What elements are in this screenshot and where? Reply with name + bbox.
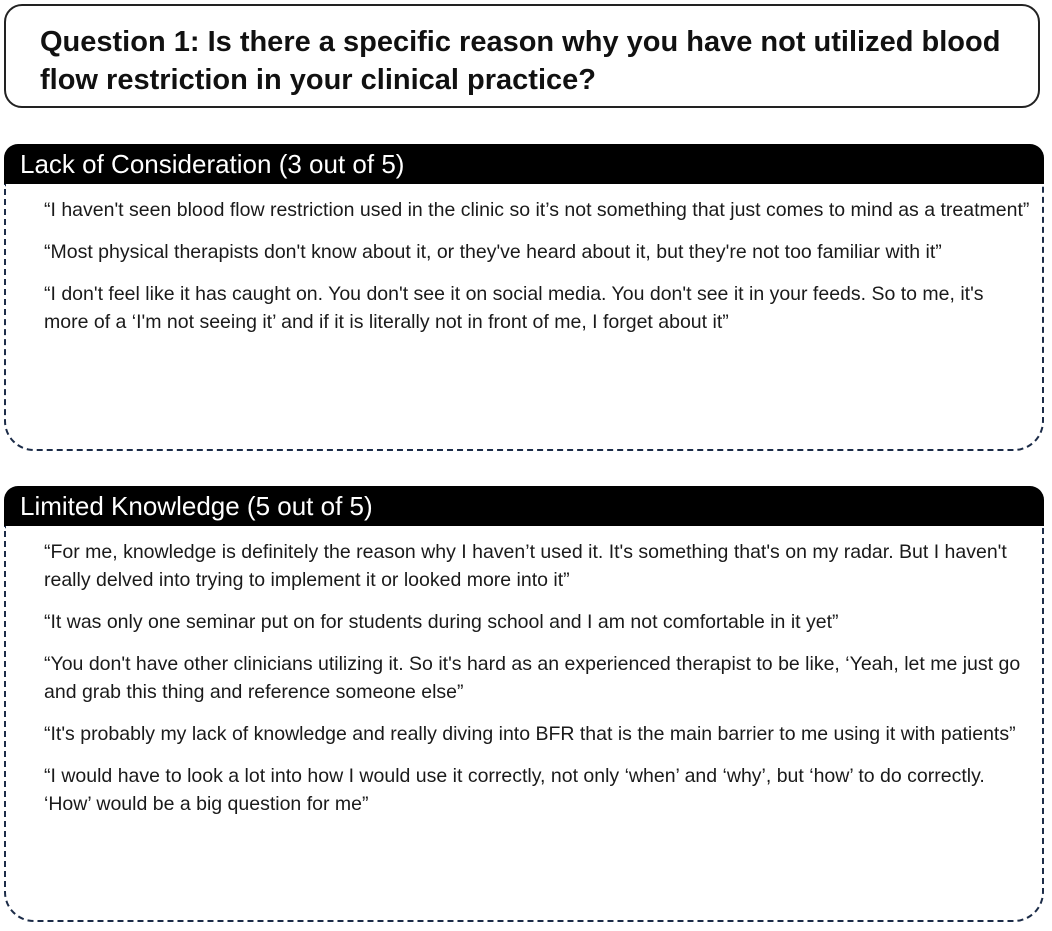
question-text: Question 1: Is there a specific reason why you have not utilized blood flow restriction in your clinical practice? xyxy=(40,26,1001,96)
quote: “Most physical therapists don't know about it, or they've heard about it, but they're not too familiar with it” xyxy=(44,241,942,263)
theme-header: Lack of Consideration (3 out of 5) xyxy=(4,144,1044,184)
theme-limited-knowledge xyxy=(4,486,1044,922)
quote: “I haven't seen blood flow restriction used in the clinic so it’s not something that just comes to mind as a treatment” xyxy=(44,199,1030,221)
theme-body xyxy=(4,526,1044,922)
theme-body xyxy=(4,184,1044,451)
quote: “For me, knowledge is definitely the reason why I haven’t used it. It's something that's on my radar. But I haven't really delved into trying to implement it or looked more into it” xyxy=(44,541,1007,591)
theme-lack-of-consideration xyxy=(4,144,1044,451)
quote: “It's probably my lack of knowledge and really diving into BFR that is the main barrier to me using it with patients” xyxy=(44,723,1016,745)
quote: “You don't have other clinicians utilizing it. So it's hard as an experienced therapist to be like, ‘Yeah, let me just go and grab this thing and reference someone else” xyxy=(44,653,1021,703)
quote: “It was only one seminar put on for students during school and I am not comfortable in it yet” xyxy=(44,611,839,633)
question-box xyxy=(4,4,1040,108)
quote: “I don't feel like it has caught on. You don't see it on social media. You don't see it in your feeds. So to me, it's more of a ‘I'm not seeing it’ and if it is literally not in front of me, I forget about it” xyxy=(44,283,984,333)
quote: “I would have to look a lot into how I would use it correctly, not only ‘when’ and ‘why’, but ‘how’ to do correctly. ‘How’ would be a big question for me” xyxy=(44,765,985,815)
theme-header: Limited Knowledge (5 out of 5) xyxy=(4,486,1044,526)
